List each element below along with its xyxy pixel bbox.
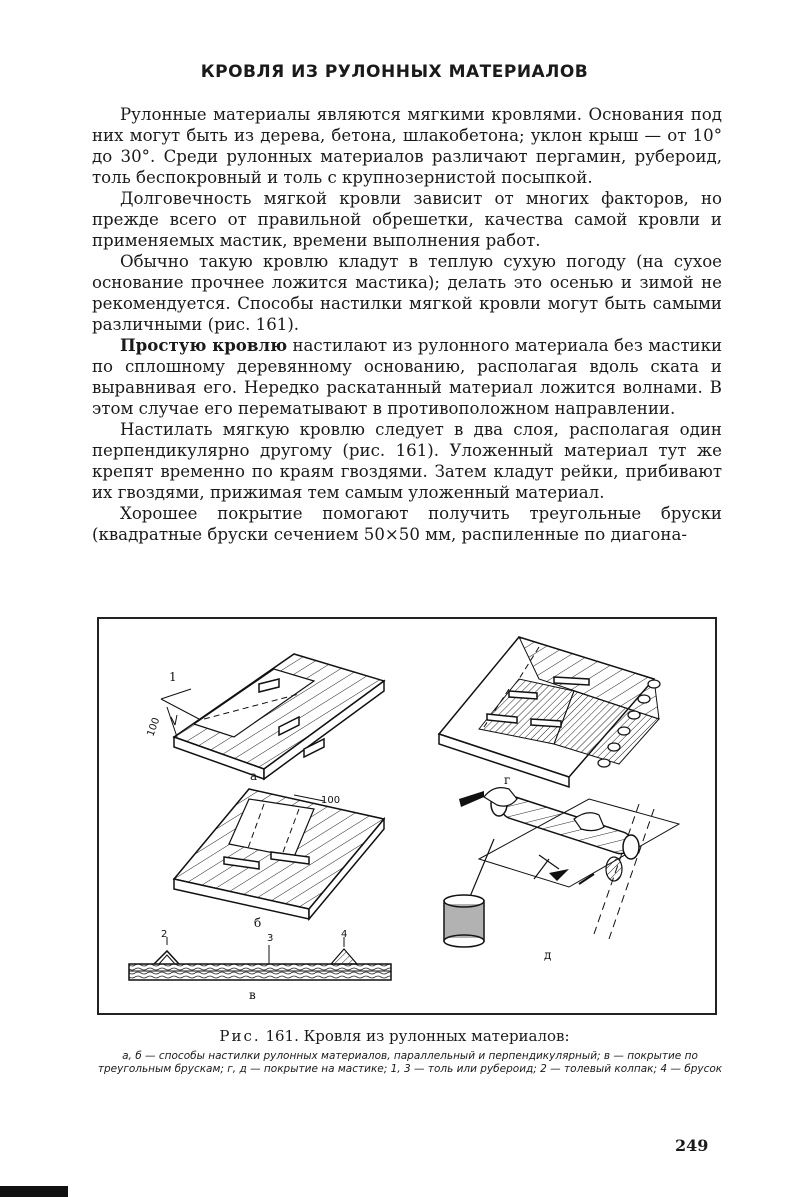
figure-161	[97, 617, 717, 1015]
label-g: г	[504, 773, 511, 787]
figure-legend: а, б — способы настилки рулонных материалов, параллельный и перпендикулярный; в — покрытие по треугольным брускам; г, д — покрытие на мастике; 1, 3 — толь или рубероид; 2 — толевый колпак; 4 — брусок	[97, 1050, 723, 1075]
paragraph: Настилать мягкую кровлю следует в два слоя, располагая один перпендикулярно другому (рис. 161). Уложенный материал тут же крепят временно по краям гвоздями. Затем кладут рейки, прибивают их гвоздями, прижимая тем самым уложенный материал.	[92, 420, 722, 502]
diagram-d	[444, 788, 679, 962]
label-3: 3	[267, 933, 274, 944]
mastic-bucket	[444, 895, 484, 947]
paragraph: Обычно такую кровлю кладут в теплую сухую погоду (на сухое основание прочнее ложится мастика); делать это осенью и зимой не рекомендуется. Способы настилки мягкой кровли могут быть самыми различными (рис. 161).	[92, 252, 722, 334]
paragraph: Долговечность мягкой кровли зависит от многих факторов, но прежде всего от правильной обрешетки, качества самой кровли и применяемых мастик, времени выполнения работ.	[92, 189, 722, 250]
label-d: д	[544, 948, 552, 962]
figure-illustration	[99, 619, 715, 1013]
paragraph-rest: настилают из рулонного материала без мастики по сплошному деревянному основанию, располагая вдоль ската и выравнивая его. Нередко раскатанный материал ложится волнами. В этом случае его перематывают в противоположном направлении.	[92, 336, 723, 418]
label-b: б	[254, 916, 262, 930]
label-a: а	[250, 769, 258, 783]
diagram-g	[439, 637, 660, 787]
label-v: в	[249, 988, 256, 1002]
figure-caption	[0, 1027, 789, 1045]
label-1: 1	[169, 670, 177, 684]
page-number: 249	[675, 1136, 709, 1155]
diagram-b	[174, 789, 384, 930]
paragraph: Хорошее покрытие помогают получить треугольные бруски (квадратные бруски сечением 50×50 мм, распиленные по диагона-	[92, 504, 722, 544]
body-text	[92, 104, 722, 545]
dimension-100-a: 100	[145, 716, 163, 739]
paragraph: Рулонные материалы являются мягкими кровлями. Основания под них могут быть из дерева, бетона, шлакобетона; уклон крыш — от 10° до 30°. Среди рулонных материалов различают пергамин, рубероид, толь беспокровный и толь с крупнозернистой посыпкой.	[92, 105, 722, 187]
caption-text: 161. Кровля из рулонных материалов:	[260, 1027, 570, 1045]
diagram-a	[145, 654, 384, 783]
diagram-v	[129, 929, 391, 1002]
label-2: 2	[161, 929, 168, 940]
label-4: 4	[341, 929, 348, 940]
bold-term: Простую кровлю	[120, 335, 288, 355]
scan-edge-mark	[0, 1186, 68, 1197]
paragraph	[92, 335, 722, 419]
dimension-100-b: 100	[321, 795, 341, 806]
caption-prefix: Рис.	[219, 1027, 261, 1045]
page-title: КРОВЛЯ ИЗ РУЛОННЫХ МАТЕРИАЛОВ	[200, 62, 589, 82]
